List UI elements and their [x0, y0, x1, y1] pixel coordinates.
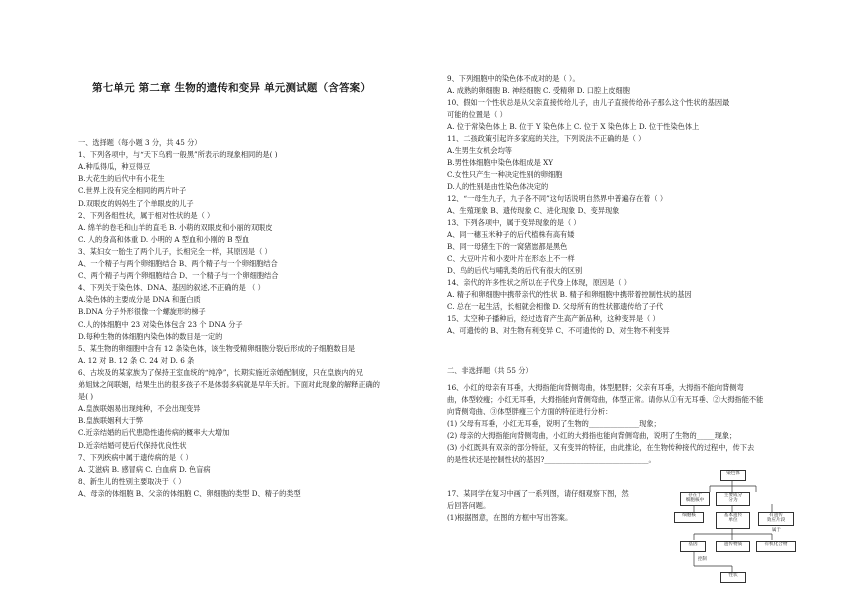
diagram-box-segment [758, 512, 794, 526]
left-line: A.染色体的主要成分是 DNA 和蛋白质 [78, 295, 201, 305]
diagram-box-chromosome [720, 470, 746, 481]
diagram-box-location [680, 492, 710, 506]
diagram-box-components [716, 492, 750, 506]
right-line: 10、假如一个性状总是从父亲直接传给儿子，由儿子直接传给孙子那么这个性状的基因最 [447, 98, 730, 107]
left-line: A、母亲的体细胞 B、父亲的体细胞 C、卵细胞的类型 D、精子的类型 [78, 488, 301, 498]
left-line: 4、下列关于染色体、DNA、基因的叙述,不正确的是 （ ） [78, 283, 265, 293]
right-line: 15、太空种子播种后，经过选育产生高产新品种，这种变异是（ ） [447, 314, 660, 323]
left-line: 一、选择题（每小题 3 分，共 45 分） [78, 138, 202, 147]
left-line: C.人的体细胞中 23 对染色体包含 23 个 DNA 分子 [78, 319, 243, 329]
right-line: 12、“一母生九子，九子各不同”这句话说明自然界中普遍存在着（ ） [447, 194, 668, 203]
diagram-label-controls: 控制 [698, 557, 707, 562]
left-line: D.每种生物的体细胞内染色体的数目是一定的 [78, 331, 223, 341]
left-line: A. 12 对 B. 12 条 C. 24 对 D. 6 条 [78, 355, 195, 365]
right-line: 9、下列细胞中的染色体不成对的是（ ）。 [447, 74, 580, 83]
left-line: 8、新生儿的性别主要取决于（ ） [78, 476, 186, 486]
left-line: A. 绵羊的卷毛和山羊的直毛 B. 小萌的双眼皮和小丽的双眼皮 [78, 222, 273, 232]
diagram-text: 基因 [688, 542, 698, 547]
right-line: C. 总在一起生活，长相就会相像 D. 父母所有的性状都遗传给了子代 [447, 302, 664, 311]
right-line: C.女性只产生一种决定性别的卵细胞 [447, 170, 563, 179]
diagram-box-genetic-material [716, 541, 750, 552]
right-line: 的是性状还是控制性状的基因?_____________________________。 [447, 455, 656, 464]
right-line: A、同一穗玉米种子的后代植株有高有矮 [447, 230, 575, 239]
right-line: A. 精子和卵细胞中携带亲代的性状 B. 精子和卵细胞中携带着控制性状的基因 [447, 290, 692, 299]
diagram-box-unit [716, 512, 750, 529]
right-line: 曲，体型较瘦；小红无耳垂，大拇指能向背侧弯曲，体型正常。请你从①有无耳垂、②大拇指能不能 [447, 395, 764, 404]
right-line: A. 位于常染色体上 B. 位于 Y 染色体上 C. 位于 X 染色体上 D. 位于性染色体上 [447, 122, 700, 131]
left-line: A. 艾滋病 B. 感冒病 C. 白血病 D. 色盲病 [78, 464, 211, 474]
diagram-text: 基本遗传 单位 [723, 513, 743, 524]
diagram-label-belongs: 属于 [772, 528, 781, 533]
diagram-text: 染色体 [726, 471, 740, 476]
left-line: C、两个精子与两个卵细胞结合 D、一个精子与一个卵细胞结合 [78, 271, 279, 281]
right-line: (3) 小红既具有双亲的部分特征，又有变异的特征，由此推论，在生物传种接代的过程中，传下去 [447, 443, 755, 452]
right-line: 向背侧弯曲、③体型胖瘦三个方面的特征进行分析： [447, 407, 613, 416]
left-line: D.近亲结婚可使后代保持优良性状 [78, 440, 187, 450]
right-line: (1) 父母有耳垂，小红无耳垂，说明了生物的______________现象； [447, 419, 661, 428]
left-line: C.世界上没有完全相同的两片叶子 [78, 186, 187, 196]
right-line: A、生殖现象 B、遗传现象 C、进化现象 D、变异现象 [447, 206, 620, 215]
left-line: 6、古埃及的某家族为了保持王室血统的“纯净”，长期实施近亲婚配制度，只在皇族内的兄 [78, 367, 364, 377]
right-line: 11、二孩政策引起许多家庭的关注，下列说法不正确的是（ ） [447, 134, 646, 143]
diagram-text: 有机化合物 [764, 542, 788, 547]
left-line: 是( ) [78, 392, 94, 402]
right-line: 16、小红的母亲有耳垂，大拇指能向背侧弯曲，体型肥胖；父亲有耳垂，大拇指不能向背侧弯 [447, 383, 744, 392]
left-line: 3、某妇女一胎生了两个儿子，长相完全一样，其原因是（ ） [78, 246, 272, 256]
page-title: 第七单元 第二章 生物的遗传和变异 单元测试题（含答案） [92, 82, 372, 94]
right-line: B.男性体细胞中染色体组成是 XY [447, 158, 553, 167]
diagram-box-nucleus [674, 512, 704, 523]
right-line: D.人的性别是由性染色体决定的 [447, 182, 549, 191]
right-line: (2) 母亲的大拇指能向背侧弯曲，小红的大拇指也能向背侧弯曲，说明了生物的_____现象； [447, 431, 737, 440]
left-line: D.双眼皮的妈妈生了个单眼皮的儿子 [78, 198, 194, 208]
right-line: (1)根据图意，在图的方框中写出答案。 [447, 513, 573, 522]
diagram-text: 有遗传 效应片段 [766, 513, 786, 524]
concept-diagram [672, 470, 796, 588]
right-line: 14、亲代的许多性状之所以在子代身上体现，原因是（ ） [447, 278, 631, 287]
left-line: 1、下列各项中，与“天下乌鸦一般黑”所表示的现象相同的是( ) [78, 150, 278, 160]
diagram-box-gene [680, 541, 706, 552]
left-line: 5、某生物的卵细胞中含有 12 条染色体，该生物受精卵细胞分裂后形成的子细胞数目是 [78, 343, 356, 353]
left-line: 7、下列疾病中属于遗传病的是（ ） [78, 452, 193, 462]
right-line: B、同一母猪生下的一窝猪崽都是黑色 [447, 242, 568, 251]
right-line: 二、非选择题（共 55 分） [447, 366, 533, 375]
right-line: 17、某同学在复习中画了一系列图，请仔细观察下图，然 [447, 489, 629, 498]
left-line: B.DNA 分子外形很像一个螺旋形的梯子 [78, 307, 206, 317]
diagram-text: 存在于 细胞核中 [685, 493, 705, 504]
diagram-text: 性状 [728, 573, 738, 578]
left-line: 弟姐妹之间联姻，结果生出的很多孩子不是体弱多病就是早年夭折。下面对此现象的解释正确的 [78, 380, 380, 389]
right-line: 后回答问题。 [447, 501, 491, 510]
left-line: A.种瓜得瓜，种豆得豆 [78, 162, 151, 172]
left-line: C. 人的身高和体重 D. 小明的 A 型血和小刚的 B 型血 [78, 234, 250, 244]
diagram-box-organic-compound [756, 541, 796, 552]
left-line: A.皇族联姻易出现纯种，不会出现变异 [78, 404, 201, 414]
diagram-text: 遗传物质 [723, 542, 743, 547]
left-line: 2、下列各组性状，属于相对性状的是（ ） [78, 210, 215, 220]
diagram-text: 细胞核 [682, 513, 696, 518]
right-line: D、鸟的后代与哺乳类的后代有很大的区别 [447, 266, 583, 275]
diagram-text: 主要成分 分为 [723, 493, 743, 504]
right-line: 13、下列各项中，属于变异现象的是（ ） [447, 218, 581, 227]
left-line: B.皇族联姻利大于弊 [78, 416, 144, 426]
diagram-box-trait [720, 572, 746, 583]
left-line: A、一个精子与两个卵细胞结合 B、两个精子与一个卵细胞结合 [78, 259, 278, 268]
right-line: 可能的位置是（ ） [447, 110, 507, 119]
right-line: A. 成熟的卵细胞 B. 神经细胞 C. 受精卵 D. 口腔上皮细胞 [447, 86, 630, 95]
right-line: A.生男生女机会均等 [447, 146, 512, 155]
left-line: B.大花生的后代中有小花生 [78, 174, 165, 184]
left-line: C.近亲结婚的后代患隐性遗传病的概率大大增加 [78, 428, 230, 438]
right-line: A、可遗传的 B、对生物有利变异 C、不可遗传的 D、对生物不利变异 [447, 326, 670, 335]
right-line: C、大豆叶片和小麦叶片在形态上不一样 [447, 254, 575, 263]
